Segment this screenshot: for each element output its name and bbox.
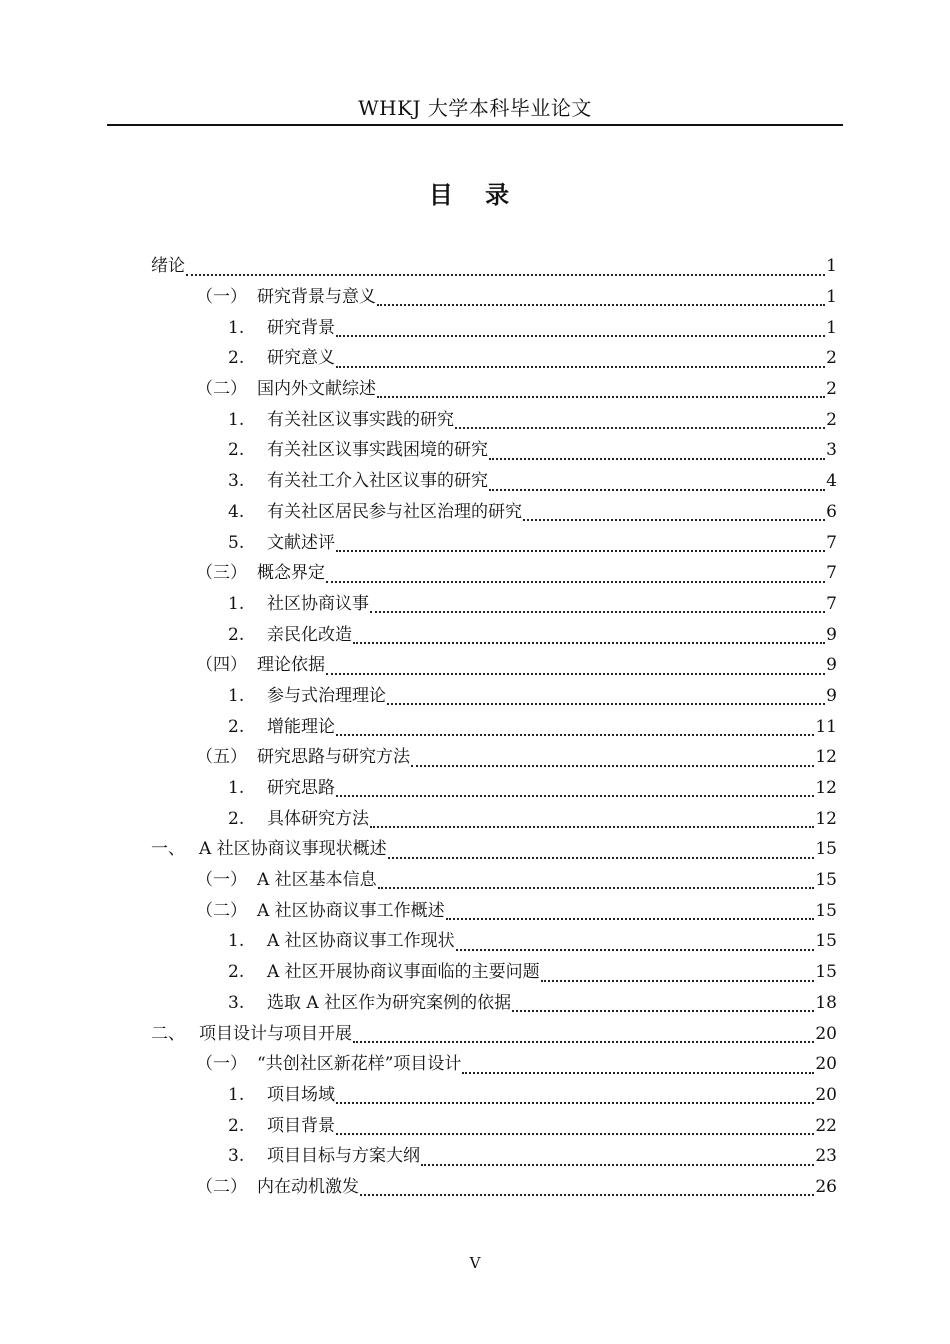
toc-entry[interactable] xyxy=(0,926,950,957)
dot-leader xyxy=(377,396,825,398)
dot-leader xyxy=(446,918,815,920)
dot-leader xyxy=(336,366,825,368)
toc-entry-label: 项目场域 xyxy=(267,1084,335,1105)
toc-entry-number: 2. xyxy=(228,716,245,737)
table-of-contents xyxy=(0,251,950,1202)
toc-entry-number: 1. xyxy=(228,317,245,338)
dot-leader xyxy=(462,1072,814,1074)
toc-entry-label: 有关社工介入社区议事的研究 xyxy=(267,471,488,492)
toc-entry-label: 绪论 xyxy=(151,256,185,277)
toc-entry-page: 15 xyxy=(815,900,837,921)
toc-entry-number: （四） xyxy=(196,655,247,676)
toc-entry-page: 7 xyxy=(826,532,837,553)
toc-entry-number: 3. xyxy=(228,992,245,1013)
toc-entry[interactable] xyxy=(0,650,950,681)
toc-entry-label: 内在动机激发 xyxy=(257,1176,359,1197)
dot-leader xyxy=(336,550,825,552)
toc-entry[interactable] xyxy=(0,282,950,313)
page-number: V xyxy=(469,1254,481,1272)
toc-entry-number: 1. xyxy=(228,685,245,706)
toc-entry[interactable] xyxy=(0,1049,950,1080)
toc-entry-page: 18 xyxy=(815,992,837,1013)
toc-entry-label: 理论依据 xyxy=(257,655,325,676)
dot-leader xyxy=(388,857,815,859)
dot-leader xyxy=(387,703,825,705)
toc-entry-page: 11 xyxy=(815,716,837,737)
toc-entry-label: A 社区开展协商议事面临的主要问题 xyxy=(267,962,540,983)
dot-leader xyxy=(512,1010,814,1012)
toc-entry-number: （三） xyxy=(196,563,247,584)
toc-entry-label: 具体研究方法 xyxy=(267,808,369,829)
toc-entry-label: 选取 A 社区作为研究案例的依据 xyxy=(267,992,512,1013)
toc-entry-page: 12 xyxy=(815,778,837,799)
toc-entry[interactable] xyxy=(0,435,950,466)
toc-entry-label: 社区协商议事 xyxy=(267,593,369,614)
toc-entry-number: （一） xyxy=(196,287,247,308)
toc-entry[interactable] xyxy=(0,957,950,988)
toc-entry-label: 有关社区议事实践困境的研究 xyxy=(267,440,488,461)
toc-entry-number: 3. xyxy=(228,471,245,492)
toc-entry-page: 22 xyxy=(815,1115,837,1136)
toc-entry-number: （一） xyxy=(196,1054,247,1075)
toc-entry-number: 2. xyxy=(228,962,245,983)
toc-entry[interactable] xyxy=(0,988,950,1019)
toc-entry-label: 研究思路 xyxy=(267,778,335,799)
dot-leader xyxy=(541,980,815,982)
toc-entry-number: 4. xyxy=(228,501,245,522)
toc-entry-label: A 社区协商议事现状概述 xyxy=(199,839,387,860)
toc-entry-number: 1. xyxy=(228,931,245,952)
dot-leader xyxy=(353,642,825,644)
toc-entry-page: 12 xyxy=(815,808,837,829)
dot-leader xyxy=(456,949,815,951)
toc-entry-label: 有关社区议事实践的研究 xyxy=(267,409,454,430)
toc-entry-page: 20 xyxy=(815,1054,837,1075)
toc-entry-label: “共创社区新花样”项目设计 xyxy=(257,1054,462,1075)
toc-entry-label: 概念界定 xyxy=(257,563,325,584)
running-header: WHKJ 大学本科毕业论文 xyxy=(358,96,592,120)
toc-entry-label: 研究意义 xyxy=(267,348,335,369)
toc-entry-label: A 社区协商议事工作现状 xyxy=(267,931,455,952)
toc-entry-number: 2. xyxy=(228,624,245,645)
toc-entry-number: 一、 xyxy=(151,839,185,860)
toc-entry-number: 2. xyxy=(228,440,245,461)
toc-entry[interactable] xyxy=(0,374,950,405)
dot-leader xyxy=(336,335,825,337)
dot-leader xyxy=(489,458,825,460)
toc-entry-number: 1. xyxy=(228,409,245,430)
toc-entry-page: 23 xyxy=(815,1146,837,1167)
toc-entry-label: 增能理论 xyxy=(267,716,335,737)
toc-entry[interactable] xyxy=(0,1172,950,1203)
toc-entry-number: （二） xyxy=(196,1176,247,1197)
toc-entry[interactable] xyxy=(0,312,950,343)
toc-entry-page: 15 xyxy=(815,839,837,860)
toc-entry-page: 2 xyxy=(826,379,837,400)
toc-entry-page: 15 xyxy=(815,962,837,983)
toc-entry-page: 20 xyxy=(815,1084,837,1105)
toc-entry[interactable] xyxy=(0,1080,950,1111)
toc-entry[interactable] xyxy=(0,834,950,865)
toc-entry-page: 1 xyxy=(826,317,837,338)
dot-leader xyxy=(378,887,815,889)
toc-entry[interactable] xyxy=(0,895,950,926)
dot-leader xyxy=(455,427,825,429)
toc-entry[interactable] xyxy=(0,742,950,773)
toc-entry-page: 12 xyxy=(815,747,837,768)
header-rule xyxy=(107,124,843,126)
dot-leader xyxy=(489,489,825,491)
toc-entry-label: 文献述评 xyxy=(267,532,335,553)
toc-title: 目 录 xyxy=(428,180,522,209)
toc-entry-number: 5. xyxy=(228,532,245,553)
toc-entry-number: （五） xyxy=(196,747,247,768)
dot-leader xyxy=(326,581,825,583)
toc-entry-label: 项目背景 xyxy=(267,1115,335,1136)
toc-entry-label: 研究背景 xyxy=(267,317,335,338)
toc-entry-number: （二） xyxy=(196,379,247,400)
toc-entry[interactable] xyxy=(0,558,950,589)
dot-leader xyxy=(421,1164,814,1166)
dot-leader xyxy=(523,519,825,521)
toc-entry-page: 9 xyxy=(826,685,837,706)
toc-entry[interactable] xyxy=(0,619,950,650)
dot-leader xyxy=(411,765,814,767)
toc-entry-label: 项目设计与项目开展 xyxy=(199,1023,352,1044)
toc-entry-page: 9 xyxy=(826,624,837,645)
toc-entry-page: 6 xyxy=(826,501,837,522)
toc-entry-label: 亲民化改造 xyxy=(267,624,352,645)
toc-entry-number: 2. xyxy=(228,808,245,829)
dot-leader xyxy=(370,611,825,613)
toc-entry[interactable] xyxy=(0,497,950,528)
toc-entry[interactable] xyxy=(0,803,950,834)
dot-leader xyxy=(360,1194,814,1196)
toc-entry-page: 26 xyxy=(815,1176,837,1197)
toc-entry-number: （二） xyxy=(196,900,247,921)
dot-leader xyxy=(336,1133,814,1135)
toc-entry-label: 有关社区居民参与社区治理的研究 xyxy=(267,501,522,522)
toc-entry[interactable] xyxy=(0,1110,950,1141)
toc-entry-label: 研究思路与研究方法 xyxy=(257,747,410,768)
toc-entry[interactable] xyxy=(0,466,950,497)
toc-entry-number: 2. xyxy=(228,348,245,369)
toc-entry-page: 4 xyxy=(826,471,837,492)
toc-entry-number: 2. xyxy=(228,1115,245,1136)
toc-entry-page: 20 xyxy=(815,1023,837,1044)
toc-entry[interactable] xyxy=(0,681,950,712)
toc-entry-page: 2 xyxy=(826,409,837,430)
toc-entry[interactable] xyxy=(0,1141,950,1172)
toc-entry[interactable] xyxy=(0,1018,950,1049)
toc-entry-number: 1. xyxy=(228,778,245,799)
toc-entry[interactable] xyxy=(0,589,950,620)
toc-entry-number: （一） xyxy=(196,870,247,891)
toc-entry-page: 1 xyxy=(826,256,837,277)
toc-entry-label: A 社区协商议事工作概述 xyxy=(257,900,445,921)
toc-entry[interactable] xyxy=(0,343,950,374)
dot-leader xyxy=(186,274,825,276)
toc-entry-label: 国内外文献综述 xyxy=(257,379,376,400)
toc-entry-page: 9 xyxy=(826,655,837,676)
toc-entry-label: 项目目标与方案大纲 xyxy=(267,1146,420,1167)
toc-entry-page: 2 xyxy=(826,348,837,369)
toc-entry[interactable] xyxy=(0,404,950,435)
toc-entry[interactable] xyxy=(0,865,950,896)
toc-entry-page: 3 xyxy=(826,440,837,461)
toc-entry-number: 1. xyxy=(228,1084,245,1105)
toc-entry-page: 15 xyxy=(815,931,837,952)
toc-entry-label: 研究背景与意义 xyxy=(257,287,376,308)
toc-entry[interactable] xyxy=(0,527,950,558)
toc-entry-label: A 社区基本信息 xyxy=(257,870,377,891)
toc-entry-page: 1 xyxy=(826,287,837,308)
toc-entry-number: 二、 xyxy=(151,1023,185,1044)
dot-leader xyxy=(336,795,814,797)
dot-leader xyxy=(326,673,825,675)
dot-leader xyxy=(336,1102,814,1104)
toc-entry-label: 参与式治理理论 xyxy=(267,685,386,706)
toc-entry[interactable] xyxy=(0,711,950,742)
dot-leader xyxy=(377,304,825,306)
toc-entry-page: 7 xyxy=(826,563,837,584)
toc-entry-page: 15 xyxy=(815,870,837,891)
toc-entry-number: 3. xyxy=(228,1146,245,1167)
toc-entry-number: 1. xyxy=(228,593,245,614)
dot-leader xyxy=(370,826,814,828)
dot-leader xyxy=(353,1041,814,1043)
dot-leader xyxy=(336,734,814,736)
toc-entry[interactable] xyxy=(0,251,950,282)
toc-entry[interactable] xyxy=(0,773,950,804)
toc-entry-page: 7 xyxy=(826,593,837,614)
